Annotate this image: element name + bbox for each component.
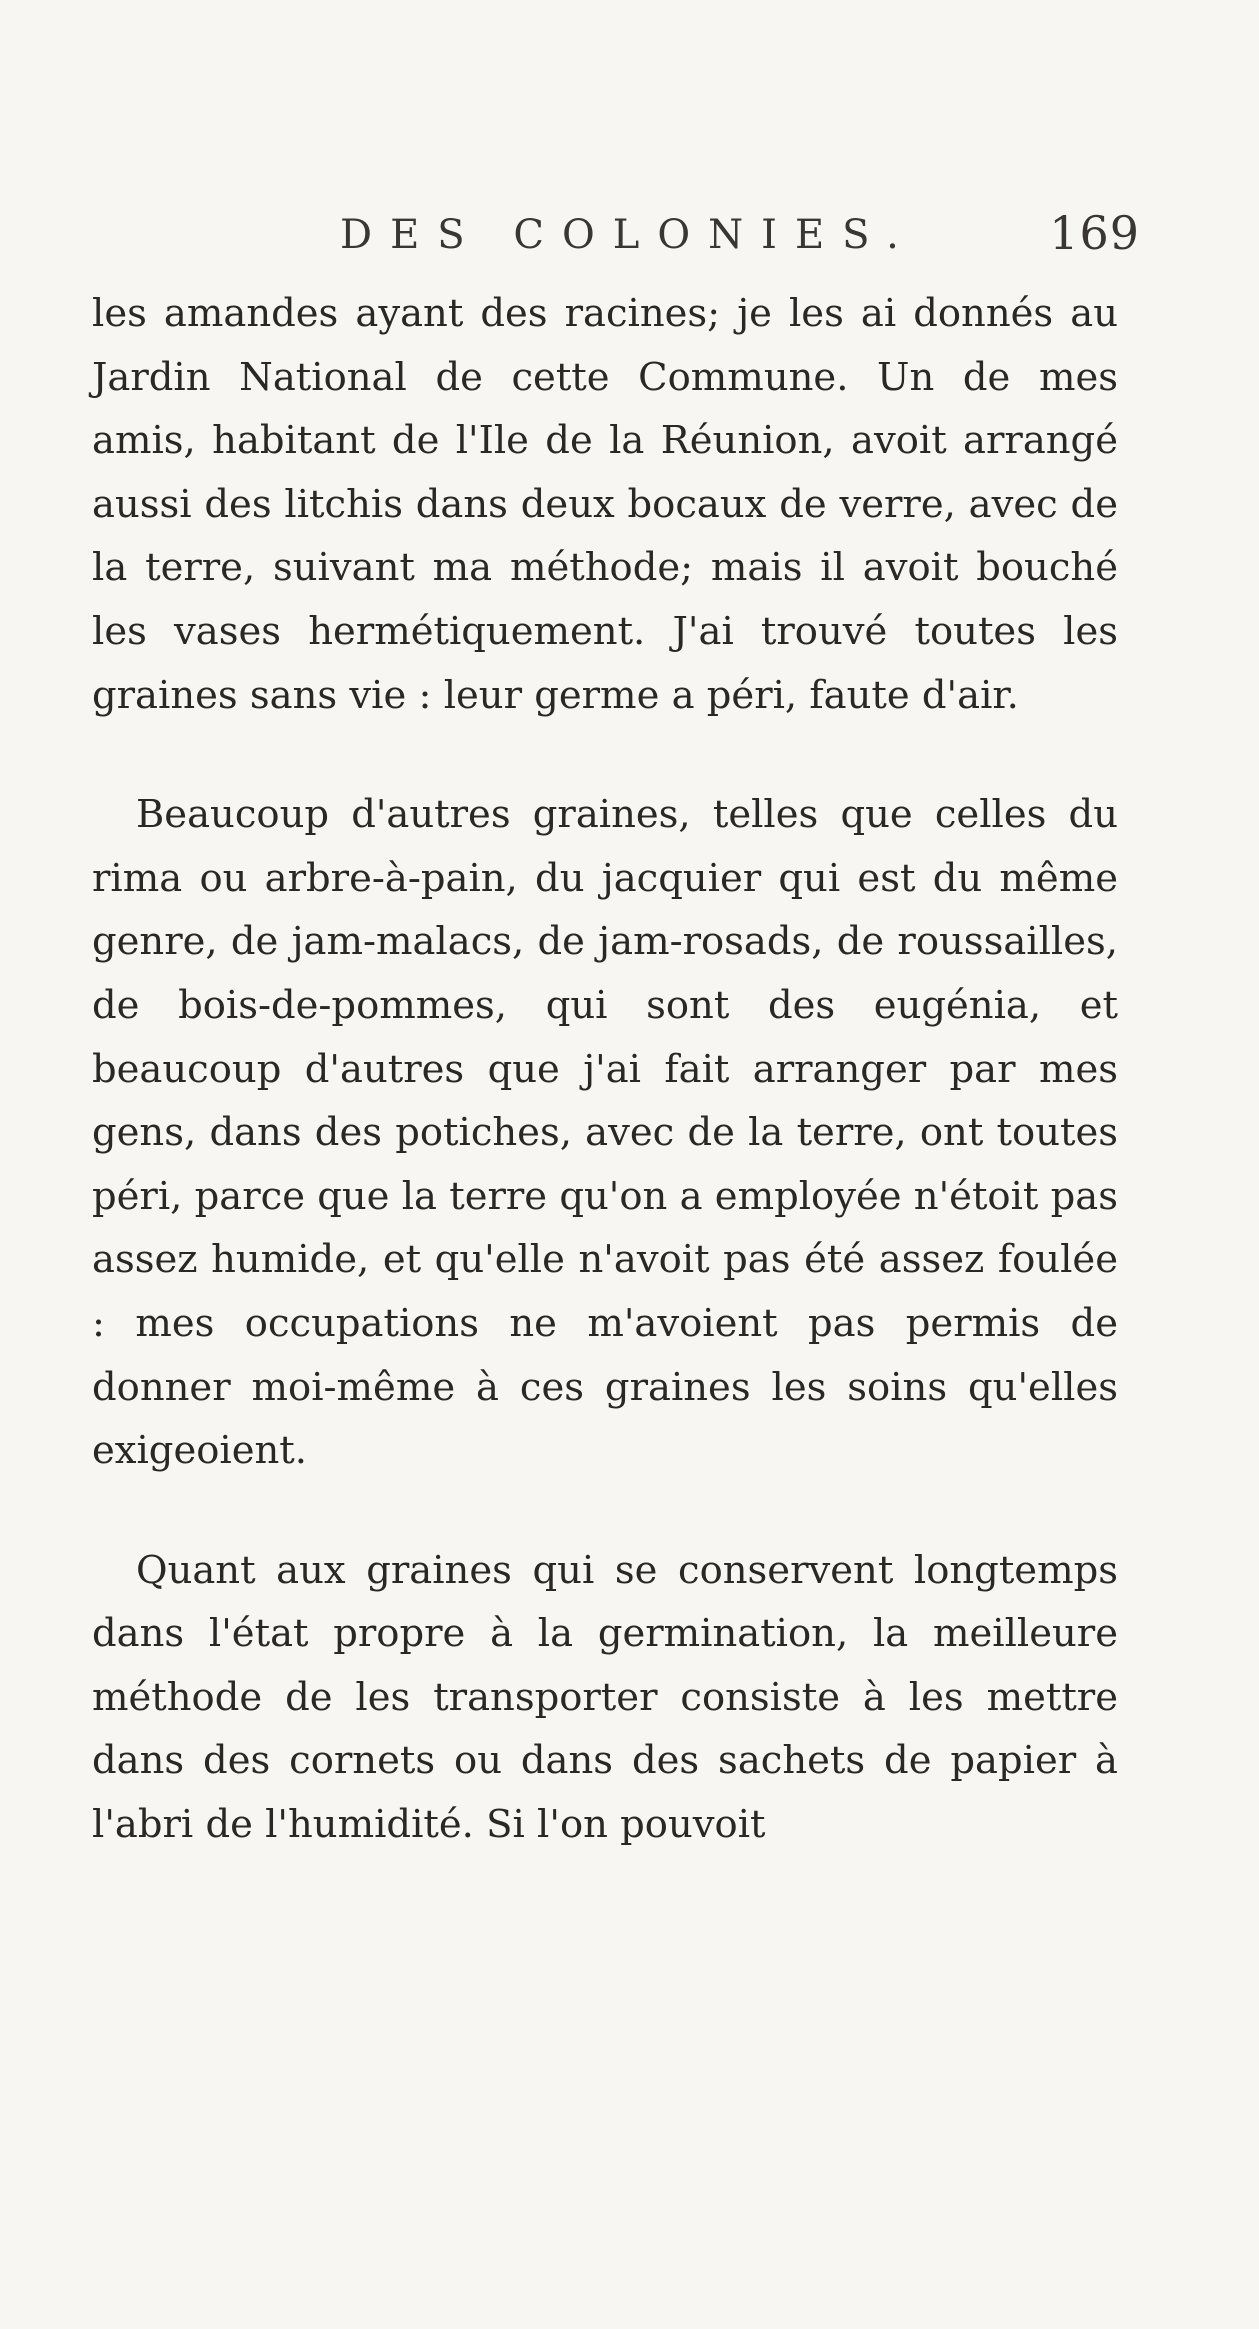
paragraph: Beaucoup d'autres graines, telles que celles du rima ou arbre-à-pain, du jacquier qui est du même genre, de jam-malacs, de jam-rosads, de roussailles, de bois-de-pommes, qui sont des eugénia, et beaucoup d'autres que j'ai fait arranger par mes gens, dans des potiches, avec de la terre, ont toutes péri, parce que la terre qu'on a employée n'étoit pas assez humide, et qu'elle n'avoit pas été assez foulée : mes occupations ne m'avoient pas permis de donner moi-même à ces graines les soins qu'elles exigeoient. — [92, 792, 1118, 1474]
paragraph: les amandes ayant des racines; je les ai donnés au Jardin National de cette Commune. Un de mes amis, habitant de l'Ile de la Réunion, avoit arrangé aussi des litchis dans deux bocaux de verre, avec de la terre, suivant ma méthode; mais il avoit bouché les vases hermétiquement. J'ai trouvé toutes les graines sans vie : leur germe a péri, faute d'air. — [92, 291, 1118, 718]
running-title: DES COLONIES. — [340, 212, 917, 258]
body-text — [92, 282, 1118, 1857]
page-header — [340, 206, 1140, 272]
page-number: 169 — [1049, 206, 1140, 260]
paragraph: Quant aux graines qui se conservent longtemps dans l'état propre à la germination, la meilleure méthode de les transporter consiste à les mettre dans des cornets ou dans des sachets de papier à l'abri de l'humidité. Si l'on pouvoit — [92, 1547, 1118, 1848]
